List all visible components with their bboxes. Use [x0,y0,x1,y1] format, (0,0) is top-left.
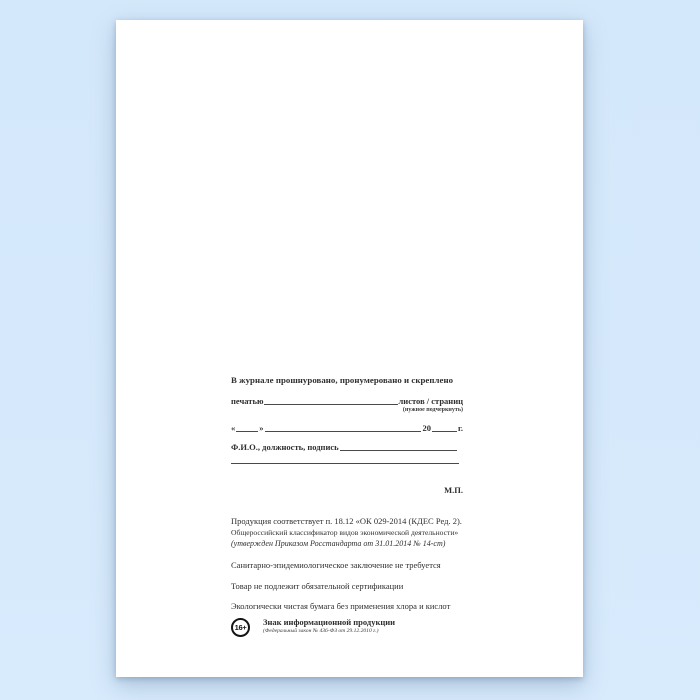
info-product-mark-law: (Федеральный закон № 436-ФЗ от 29.12.2010 г.) [263,628,379,634]
underline-note: (нужное подчеркнуть) [402,407,463,413]
compliance-line-2: Общероссийский классификатор видов экономической деятельности» [231,527,459,537]
seal-label: печатью [231,396,264,406]
blank-line [231,462,459,464]
blank-line [432,430,457,432]
statement-certification: Товар не подлежит обязательной сертификации [231,581,404,591]
blank-line [236,430,258,432]
year-suffix: г. [457,423,463,433]
age-rating-block [231,617,463,637]
sheets-label: листов / страниц [398,396,463,406]
info-product-mark [263,617,395,635]
blank-line [265,430,422,432]
extra-blank-row [231,462,463,464]
close-quote: » [259,423,264,433]
compliance-line-3: (утвержден Приказом Росстандарта от 31.01.2014 № 14-ст) [231,539,446,548]
blank-line [340,449,457,451]
journal-back-page [116,20,583,677]
seal-sheets-row [231,396,463,407]
open-quote: « [231,423,236,433]
binding-statement: В журнале прошнуровано, пронумеровано и скреплено [231,375,454,385]
compliance-line-1: Продукция соответствует п. 18.12 «ОК 029-2014 (КДЕС Ред. 2). [231,516,462,526]
blank-line [264,403,397,405]
statement-sanitary: Санитарно-эпидемиологическое заключение не требуется [231,560,441,570]
stamp-place-abbr: М.П. [444,485,463,495]
age-16-icon: 16+ [231,618,250,637]
date-row [231,423,463,434]
signature-label: Ф.И.О., должность, подпись [231,442,339,452]
compliance-note [231,516,463,549]
statement-eco-paper: Экологически чистая бумага без применения хлора и кислот [231,601,451,611]
signature-row [231,442,463,453]
year-prefix: 20 [422,423,431,433]
info-product-mark-title: Знак информационной продукции [263,617,396,627]
